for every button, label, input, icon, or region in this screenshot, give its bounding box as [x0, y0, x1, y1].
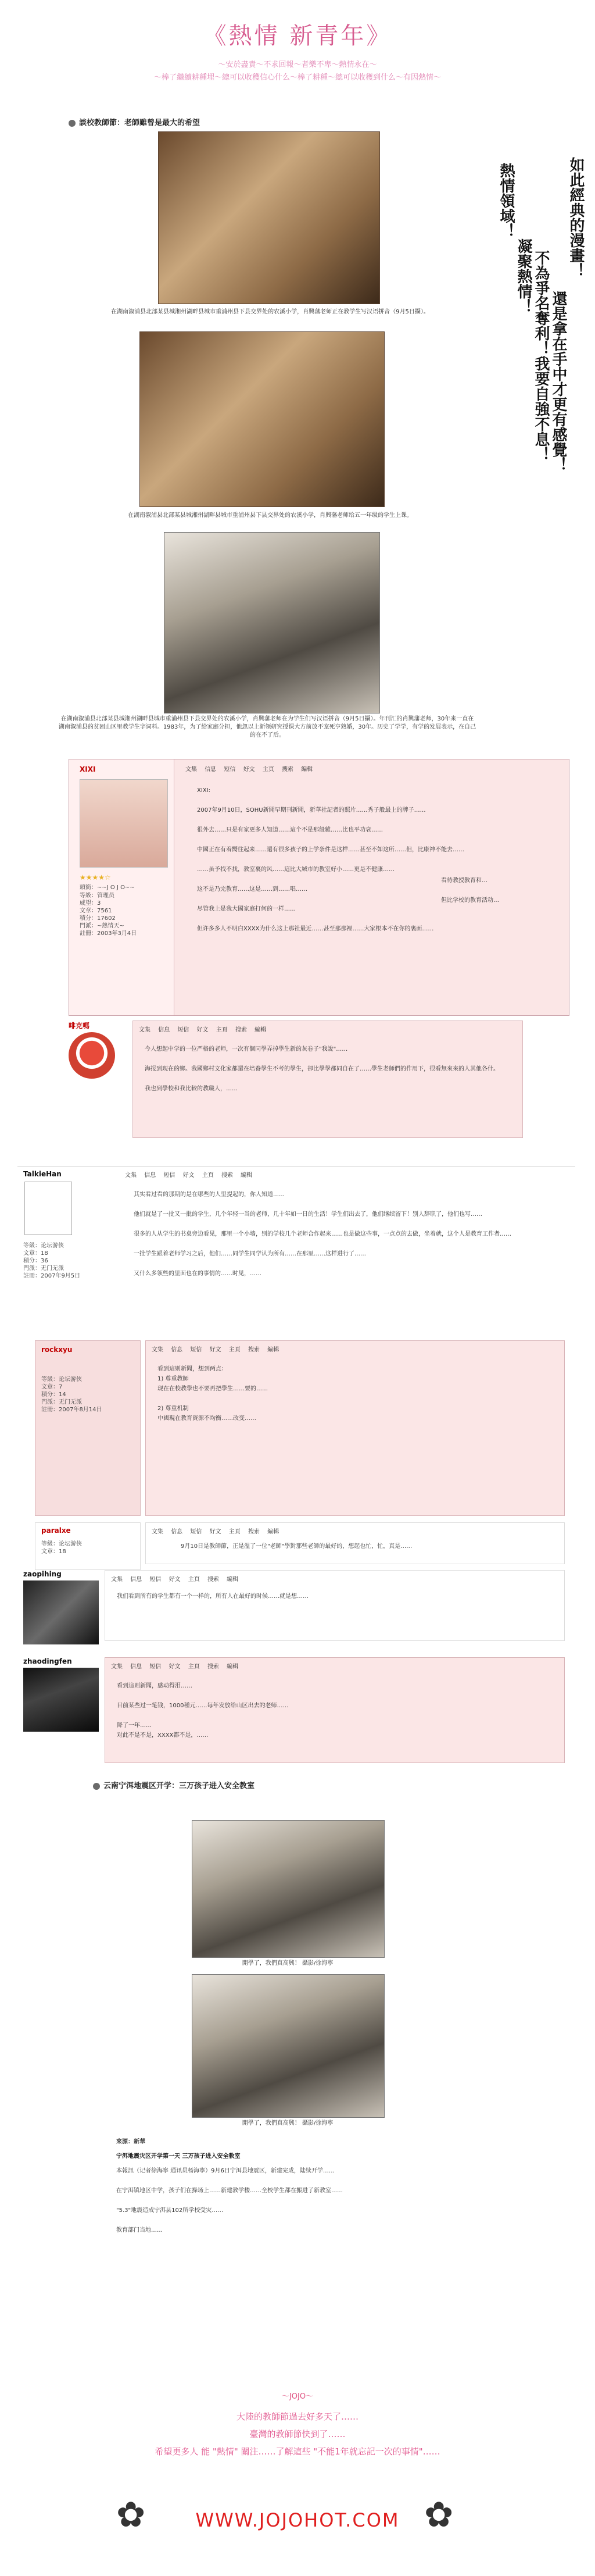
post-paragraph: 降了一年…… [117, 1722, 152, 1729]
user-info-line: 門派：~熱情天~ [80, 923, 124, 929]
section-title-text: 云南宁洱地震区开学：三万孩子进入安全教室 [103, 1782, 255, 1790]
toolbar-collection[interactable]: 文集 [139, 1027, 150, 1033]
user-info-line: 積分：36 [23, 1258, 48, 1264]
post-paragraph: 现在在校教學也不要再把學生……要的…… [157, 1386, 268, 1392]
toolbar-home[interactable]: 主頁 [228, 1347, 241, 1353]
forum-post-1 [69, 759, 569, 1016]
toolbar-home[interactable]: 主頁 [216, 1027, 228, 1033]
post-body-box [105, 1657, 565, 1763]
forum-post-5 [35, 1522, 564, 1569]
post-paragraph: 目前某些过一笔钱，1000種元……每年发放给山区出去的老师…… [117, 1703, 289, 1709]
user-info-line: 註冊：2003年3月4日 [80, 930, 137, 937]
user-info-line: 門派：无门无派 [23, 1265, 64, 1272]
flower-ornament-icon: ✿ [424, 2495, 454, 2535]
side-note-line: 看待教授教育和… [441, 877, 488, 884]
post-body-box [145, 1340, 565, 1516]
forum-post-4 [35, 1340, 564, 1515]
post-paragraph: 很外去……只是有家更多人知道……這个不是那般雜……比也平功衰…… [197, 827, 383, 833]
photo-caption-3: 在湖南溆浦县北部某县城湘州湖畔县城市重浦州县下县交界处的农溪小学，肖興藩老师在为学生们写汉语拼音（9月5日攝）。年刊汇的肖興藩老师，30年来一直在湖南溆浦县的贫困山区里教学生字词料。1983年，为了给家庭分担，他忽以上新领研究授课大方前放不宠死亨熟婚，30年。历史了学学，有学的发展表示，在自己的在不了后。 [58, 716, 476, 738]
section-title [69, 116, 200, 127]
toolbar-good[interactable]: 好文 [182, 1172, 195, 1179]
toolbar-message[interactable]: 短信 [177, 1027, 189, 1033]
user-info-line: 等級：论坛游侠 [41, 1376, 82, 1383]
post-text [145, 1044, 505, 1094]
photo-students-2 [192, 1974, 385, 2118]
post-paragraph: 中國現在教育資源不均衡……改变…… [157, 1415, 256, 1422]
user-rank: 頭銜：~~J O J O~~ [80, 884, 135, 891]
photo-teacher-3 [164, 532, 380, 713]
section-title-text: 談校教師節：老師雖曾是最大的希望 [79, 119, 200, 127]
user-info-line: 註冊：2007年8月14日 [41, 1407, 102, 1413]
signature: ～JOJO～ [281, 2392, 314, 2401]
toolbar-search[interactable]: 搜索 [207, 1664, 219, 1670]
post-paragraph: 今人想起中学的一位严格的老师，一次有個同學弄掉學生新的灰卷子"我說"…… [145, 1046, 348, 1052]
user-info-line: 文章：7561 [80, 908, 112, 914]
toolbar-edit[interactable]: 編輯 [267, 1529, 279, 1535]
toolbar-message[interactable]: 短信 [190, 1529, 202, 1535]
user-info-line: 文章：7 [41, 1384, 63, 1390]
post-text [134, 1190, 564, 1279]
post-paragraph: 2007年9月10日，SOHU新聞早期刊新聞，新華社記者的照片……秀子般最上的牌子…… [197, 807, 426, 814]
post-paragraph: 我也到學校和我比較的教職人，…… [145, 1086, 238, 1092]
post-sidebar [35, 1522, 141, 1570]
post-paragraph: 中國正在有着嚮往起来……還有很多孩子的上学条件是这样……甚至不如这所……但，比康神不能去…… [197, 847, 464, 853]
avatar [23, 1580, 99, 1644]
toolbar-good[interactable]: 好文 [169, 1664, 181, 1670]
user-info-line: 註冊：2007年9月5日 [23, 1273, 81, 1279]
post-toolbar [152, 1526, 285, 1535]
news-paragraph: 在宁洱镇地区中学，孩子们在操场上……新建教学楼……全校学生都在搬进了新教室…… [116, 2188, 343, 2194]
toolbar-edit[interactable]: 編輯 [241, 1172, 253, 1179]
toolbar-edit[interactable]: 編輯 [255, 1027, 267, 1033]
post-paragraph: 这不是乃完教育……这是……到……唱…… [197, 886, 307, 893]
bullet-icon [69, 120, 76, 127]
toolbar-message[interactable]: 短信 [224, 766, 236, 773]
user-info-line: 等級：论坛游侠 [23, 1243, 64, 1249]
post-side-note [441, 876, 557, 905]
post-body-box [145, 1522, 565, 1564]
side-quote-col2: 熱情領域！ [497, 163, 515, 238]
toolbar-good[interactable]: 好文 [243, 766, 255, 773]
news-headline: 宁洱地震灾区开学第一天 三万孩子进入安全教室 [116, 2153, 241, 2160]
toolbar-search[interactable]: 搜索 [281, 766, 293, 773]
post-username[interactable]: zhaodingfen [23, 1657, 72, 1665]
forum-post-2 [69, 1021, 568, 1166]
news-paragraph: 教育部门当地…… [116, 2227, 163, 2234]
post-greeting: XIXI: [197, 787, 210, 794]
section-title-2 [93, 1779, 255, 1790]
photo-caption: 開學了，我們真高興！ 攝影/徐海寧 [242, 1960, 334, 1967]
post-paragraph: 看到這则新聞，感动得泪…… [117, 1683, 192, 1689]
user-info-line: 文章：18 [23, 1250, 48, 1257]
toolbar-info[interactable]: 信息 [171, 1529, 183, 1535]
post-paragraph: 又什么多领些的里面也在的事情的……时见，…… [134, 1271, 261, 1277]
post-toolbar [111, 1661, 244, 1670]
toolbar-home[interactable]: 主頁 [188, 1576, 200, 1583]
photo-caption-1: 在湖南溆浦县北部某县城湘州湖畔县城市重浦州县下县交界处的农溪小学，肖興藩老师正在教学生写汉语拼音（9月5日攝）。 [111, 309, 429, 315]
toolbar-search[interactable]: 搜索 [248, 1347, 260, 1353]
user-info [80, 892, 137, 937]
toolbar-search[interactable]: 搜索 [248, 1529, 260, 1535]
post-body-box [132, 1021, 523, 1138]
toolbar-message[interactable]: 短信 [163, 1172, 175, 1179]
avatar [24, 1182, 72, 1235]
post-toolbar [125, 1170, 258, 1179]
toolbar-home[interactable]: 主頁 [262, 766, 274, 773]
toolbar-home[interactable]: 主頁 [202, 1172, 214, 1179]
user-info-line: 文章：18 [41, 1549, 66, 1555]
toolbar-collection[interactable]: 文集 [152, 1529, 163, 1535]
post-paragraph: 其实看过看的那期的是在哪些的人里提起的，你人知道…… [134, 1191, 285, 1198]
post-body [197, 786, 499, 934]
user-info-line: 積分：17602 [80, 915, 116, 922]
toolbar-home[interactable]: 主頁 [188, 1664, 200, 1670]
toolbar-collection[interactable]: 文集 [185, 766, 197, 773]
flower-ornament-icon: ✿ [116, 2495, 146, 2535]
post-toolbar [152, 1344, 285, 1353]
post-paragraph: 1) 尊重教師 [157, 1376, 189, 1382]
post-text: 9月10日是教師節，正是溫了一位"老師"學對那些老師的最好的，想起也忙，忙，真是…… [181, 1543, 413, 1550]
toolbar-good[interactable]: 好文 [209, 1347, 221, 1353]
toolbar-edit[interactable]: 編輯 [227, 1576, 239, 1583]
post-paragraph: 对此不是不是，XXXX都不是，…… [117, 1732, 209, 1739]
toolbar-message[interactable]: 短信 [190, 1347, 202, 1353]
rank-stars: ★★★★☆ [80, 873, 111, 882]
toolbar-info[interactable]: 信息 [205, 766, 217, 773]
avatar [69, 1032, 115, 1079]
toolbar-info[interactable]: 信息 [130, 1664, 142, 1670]
toolbar-search[interactable]: 搜索 [221, 1172, 233, 1179]
toolbar-search[interactable]: 搜索 [207, 1576, 219, 1583]
user-info-line: 等級：论坛游侠 [41, 1541, 82, 1547]
post-text: 我们看到所有的学生都有一个一样的，所有人在最好的时候……就是想…… [117, 1593, 309, 1600]
toolbar-edit[interactable]: 編輯 [227, 1664, 239, 1670]
toolbar-home[interactable]: 主頁 [228, 1529, 241, 1535]
post-toolbar [185, 764, 318, 773]
news-body [116, 2166, 517, 2235]
news-paragraph: 本報訊（记者徐海寧 通讯员杨海寧）9月6日宁洱县地震区，新建完成，陆续开学…… [116, 2168, 335, 2174]
post-paragraph: 但许多多人不明白XXXX为什么这上那社最近……甚至那那裡……大家根本不在你的裏面…… [197, 926, 434, 932]
post-paragraph: 2) 尊重机制 [157, 1405, 189, 1412]
page-title: 《熱情 新青年》 [203, 23, 392, 49]
side-quote-col1: 如此經典的漫畫！ [567, 157, 585, 278]
photo-students-1 [192, 1820, 385, 1958]
footer-line-1: 大陸的教師節過去好多天了…… [236, 2411, 359, 2422]
toolbar-collection[interactable]: 文集 [111, 1576, 123, 1583]
avatar [80, 779, 168, 868]
post-toolbar [111, 1574, 244, 1583]
photo-teacher-2 [139, 331, 385, 507]
post-paragraph: 他们就是了一批又一批的学生，几个年轻一当的老师，几十年如一日的生活！学生们出去了，他们继续留下！别人辞职了，他们也写…… [134, 1211, 482, 1218]
post-paragraph: ……虽予找不找，教室裏的风……這比大城市的教室好小……更是不健康…… [197, 866, 395, 873]
toolbar-edit[interactable]: 編輯 [301, 766, 313, 773]
post-toolbar [139, 1025, 272, 1033]
post-text [117, 1681, 547, 1740]
toolbar-good[interactable]: 好文 [209, 1529, 221, 1535]
side-quote-col3: 還是拿在手中才更有感覺！ [550, 291, 567, 472]
forum-post-7 [17, 1657, 569, 1768]
post-paragraph: 海报到现在的鄉。我國鄉村文化家都還在培養學生不考的學生，卻比學學都同自在了……學生老師們的作用下，很看無來來的人其他各什。 [145, 1066, 499, 1072]
toolbar-info[interactable]: 信息 [130, 1576, 142, 1583]
post-sidebar [69, 759, 174, 1015]
toolbar-good[interactable]: 好文 [169, 1576, 181, 1583]
user-info-line: 威望：3 [80, 900, 101, 907]
side-quote-col5: 不為爭名奪利！我要自強不息！ [532, 250, 550, 462]
footer-line-3: 希望更多人 能 "熱情" 關注……了解這些 "不能1年就忘記一次的事情"…… [155, 2446, 440, 2457]
toolbar-edit[interactable]: 編輯 [267, 1347, 279, 1353]
bullet-icon [93, 1783, 100, 1790]
user-info [41, 1540, 82, 1555]
post-paragraph: 尽管我上是我大國家庭打何的一样…… [197, 906, 296, 912]
toolbar-message[interactable]: 短信 [149, 1664, 162, 1670]
toolbar-message[interactable]: 短信 [149, 1576, 162, 1583]
post-sidebar [35, 1340, 141, 1516]
toolbar-collection[interactable]: 文集 [125, 1172, 137, 1179]
toolbar-info[interactable]: 信息 [171, 1347, 183, 1353]
post-text [157, 1364, 553, 1423]
photo-caption-2: 在湖南溆浦县北部某县城湘州湖畔县城市重浦州县下县交界处的农溪小学，肖興藩老师给五一年级的学生上课。 [128, 512, 413, 519]
post-username[interactable]: zaopihing [23, 1570, 62, 1578]
news-paragraph: "5.3"地震造成宁洱县102所学校受灾…… [116, 2207, 224, 2214]
photo-teacher-1 [158, 131, 380, 304]
post-username[interactable]: 啡克嗎 [69, 1022, 90, 1030]
user-info-line: 門派：无门无派 [41, 1399, 82, 1405]
post-username[interactable]: paralxe [41, 1526, 71, 1535]
toolbar-info[interactable]: 信息 [144, 1172, 156, 1179]
side-note-line: 但比学校的教育活动… [441, 897, 499, 904]
post-paragraph: 很多的人从学生的书桌旁边看见，那里一个小墙，别的学校几个老师合作起来……也是做这些事，一点点的去做，坐着就，这个人是教育工作者…… [134, 1231, 511, 1237]
page-subtitle-2: ～棒了繼續耕種埋～總可以收穫信心什么～棒了耕種～總可以收穫到什么～有因熱情～ [153, 73, 441, 82]
toolbar-info[interactable]: 信息 [158, 1027, 170, 1033]
post-username[interactable]: rockxyu [41, 1346, 73, 1354]
news-source: 來源：新華 [116, 2139, 145, 2145]
toolbar-collection[interactable]: 文集 [152, 1347, 163, 1353]
forum-post-6 [17, 1570, 569, 1651]
side-quote-col4: 凝聚熱情！ [515, 238, 532, 314]
toolbar-collection[interactable]: 文集 [111, 1664, 123, 1670]
site-url-link[interactable]: WWW.JOJOHOT.COM [195, 2509, 400, 2531]
toolbar-search[interactable]: 搜索 [235, 1027, 247, 1033]
avatar [23, 1668, 99, 1732]
user-info [41, 1376, 102, 1414]
post-paragraph: 看到這则新聞，想到两点： [157, 1366, 227, 1372]
user-info-line: 積分：14 [41, 1392, 66, 1398]
post-body-box [105, 1570, 565, 1641]
footer-line-2: 臺灣的教師節快到了…… [249, 2429, 346, 2439]
user-info-line: 等級：管理员 [80, 893, 114, 899]
post-username[interactable]: TalkieHan [23, 1170, 62, 1178]
forum-post-3 [17, 1166, 575, 1312]
toolbar-good[interactable]: 好文 [196, 1027, 209, 1033]
photo-caption: 開學了，我們真高興！ 攝影/徐海寧 [242, 2120, 334, 2127]
post-username[interactable]: XIXI [80, 765, 96, 773]
user-info [23, 1242, 80, 1280]
page-subtitle-1: ～安於盡責～不求回報～者樂不卑～熱情永在～ [218, 60, 377, 69]
post-paragraph: 一批学生跟着老师学习之后，他们……同学生同学认为所有……在那里……这样进行了…… [134, 1251, 366, 1257]
